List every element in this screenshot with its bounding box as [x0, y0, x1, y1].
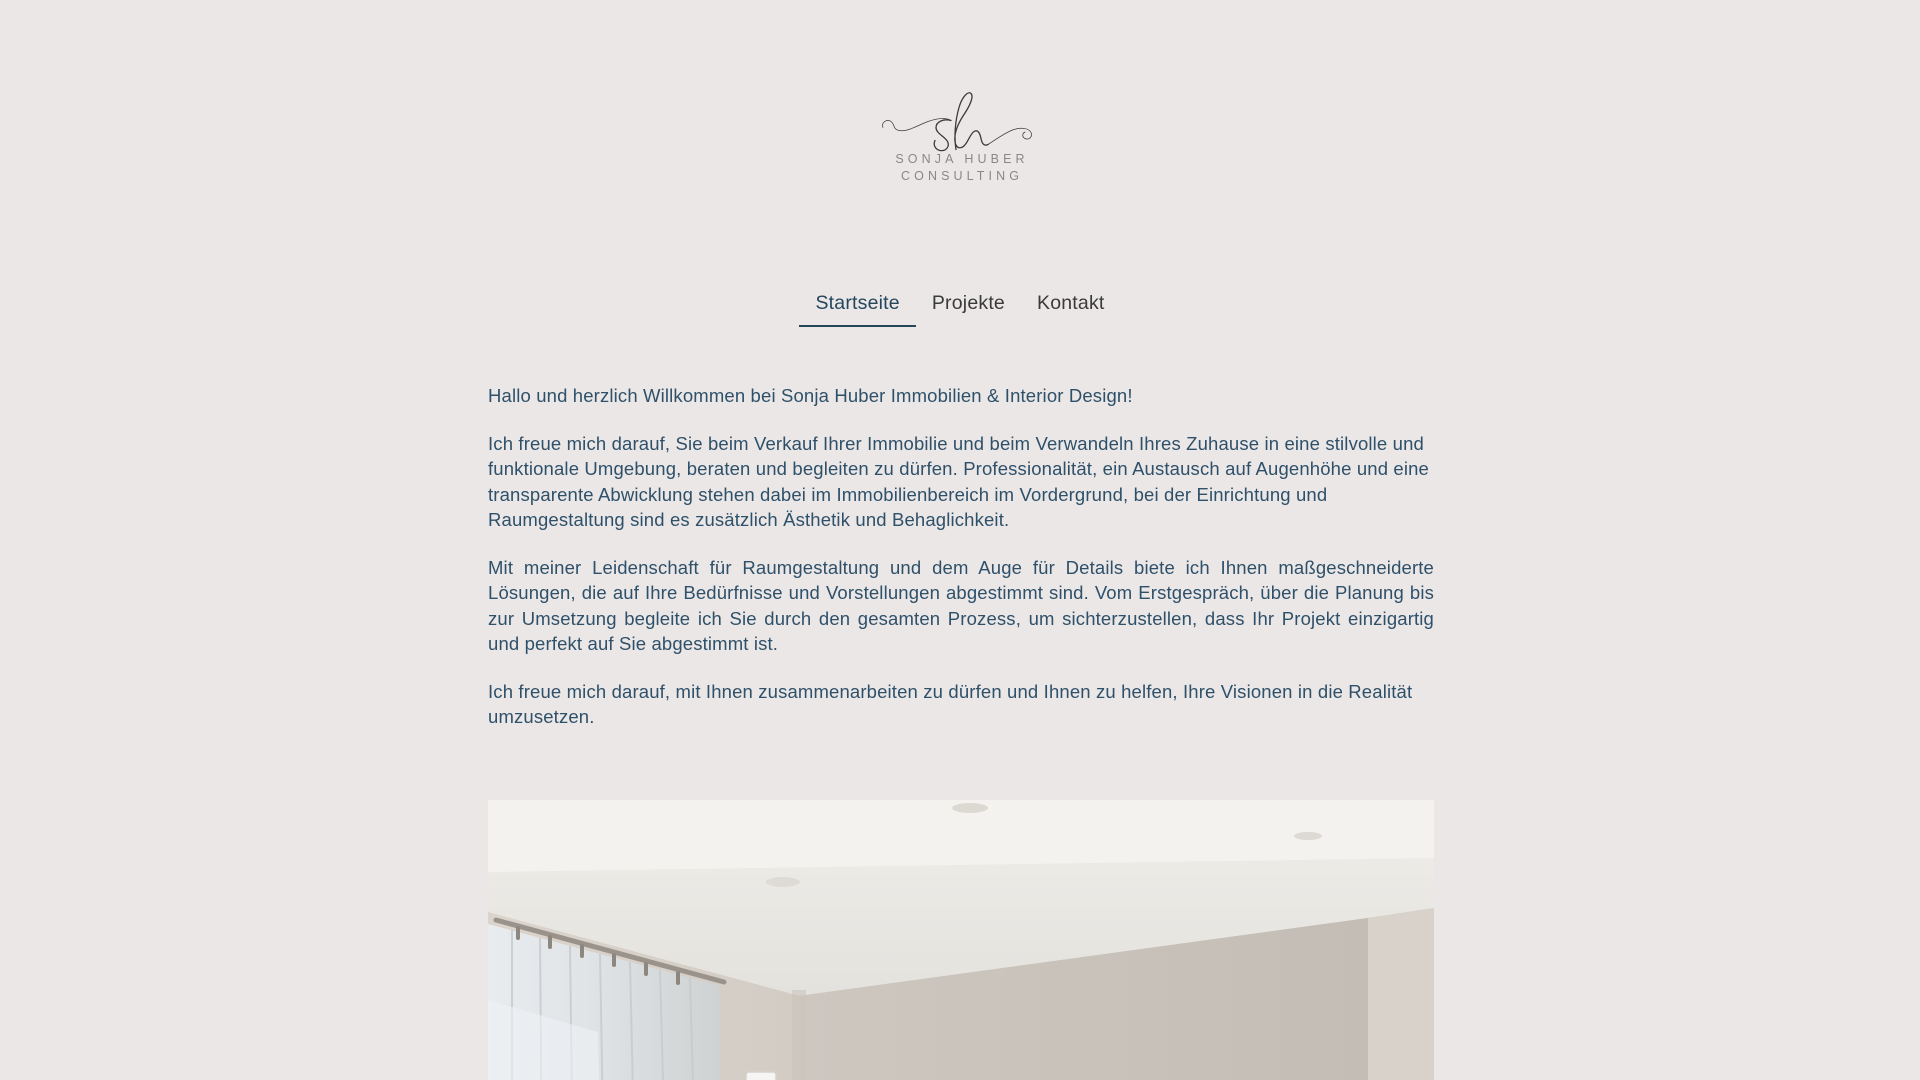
nav-item-kontakt[interactable]: Kontakt	[1021, 292, 1121, 327]
intro-paragraph-1: Ich freue mich darauf, Sie beim Verkauf Ihrer Immobilie und beim Verwandeln Ihres Zuhause in eine stilvolle und funktionale Umgebung, beraten und begleiten zu dürfen. Professionalität, ein Austausch auf Augenhöhe und eine transparente Abwicklung stehen dabei im Immobilienbereich im Vordergrund, bei der Einrichtung und Raumgestaltung sind es zusätzlich Ästhetik und Behaglichkeit.	[488, 432, 1429, 530]
logo-name-line-2: CONSULTING	[901, 168, 1024, 183]
intro-paragraph-3: Ich freue mich darauf, mit Ihnen zusammenarbeiten zu dürfen und Ihnen zu helfen, Ihre Visionen in die Realität umzusetzen.	[488, 680, 1413, 727]
living-room-illustration	[488, 800, 1434, 1080]
intro-content	[488, 383, 1434, 730]
logo-wordmark	[891, 152, 1028, 184]
main-navigation	[0, 292, 1920, 327]
logo-name-line-1: SONJA HUBER	[895, 152, 1029, 166]
interior-photo	[488, 800, 1434, 1080]
site-logo[interactable]	[0, 78, 1920, 184]
nav-item-startseite[interactable]: Startseite	[799, 292, 915, 327]
nav-item-projekte[interactable]: Projekte	[916, 292, 1021, 327]
intro-paragraph-2: Mit meiner Leidenschaft für Raumgestaltung und dem Auge für Details biete ich Ihnen maßgeschneiderte Lösungen, die auf Ihre Bedürfnisse und Vorstellungen abgestimmt sind. Vom Erstgespräch, über die Planung bis zur Umsetzung begleite ich Sie durch den gesamten Prozess, um sichterzustellen, dass Ihr Projekt einzigartig und perfekt auf Sie abgestimmt ist.	[488, 556, 1434, 654]
sh-monogram-icon	[880, 78, 1040, 156]
intro-greeting: Hallo und herzlich Willkommen bei Sonja Huber Immobilien & Interior Design!	[488, 385, 1133, 406]
